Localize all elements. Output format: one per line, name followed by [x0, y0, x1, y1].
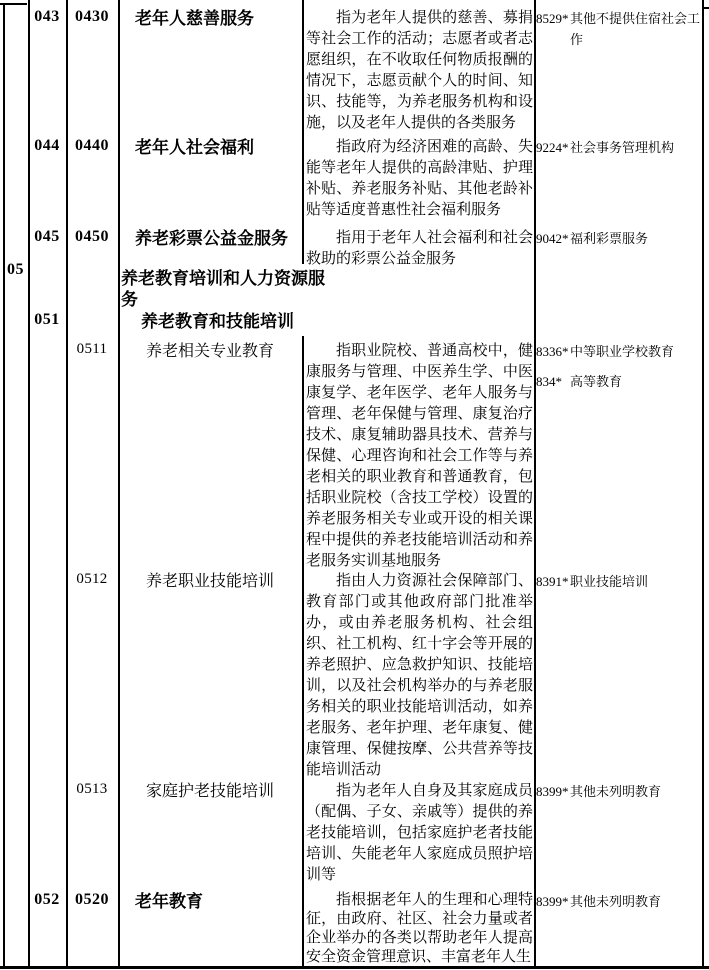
category-description: 指用于老年人社会福利和社会救助的彩票公益金服务 — [306, 230, 533, 267]
category-name: 养老相关专业教育 — [146, 343, 275, 360]
subsection-name: 养老教育和技能培训 — [141, 312, 294, 331]
industry-refs — [536, 341, 702, 392]
ref-entry — [536, 571, 702, 592]
ref-code: 9224* — [536, 140, 569, 155]
class-code: 0512 — [76, 571, 108, 587]
industry-refs — [536, 137, 702, 158]
ref-code: 8399* — [536, 894, 569, 909]
industry-refs — [536, 891, 702, 912]
category-name: 养老彩票公益金服务 — [135, 229, 288, 248]
grid-line — [302, 336, 304, 966]
ref-label: 其他不提供住宿社会工作 — [570, 11, 701, 47]
class-code: 0450 — [75, 228, 109, 245]
category-name: 家庭护老技能培训 — [146, 783, 275, 800]
ref-label: 福利彩票服务 — [570, 231, 649, 246]
grid-line — [702, 0, 704, 966]
category-description: 指由人力资源社会保障部门、教育部门或其他政府部门批准举办，或由养老服务机构、社会组织、社工机构、红十字会等开展的养老照护、应急救护知识、技能培训，以及社会机构举办的与养老服务相关的职业技能培训活动，如养老服务、老年护理、老年康复、健康管理、保健按摩、公共营养等技能培训活动 — [306, 573, 533, 778]
industry-refs — [536, 228, 702, 249]
group-code: 044 — [34, 137, 60, 154]
class-code: 0440 — [75, 137, 109, 154]
grid-line — [118, 0, 120, 966]
group-code: 052 — [34, 891, 60, 908]
ref-code: 8391* — [536, 574, 569, 589]
ref-entry — [536, 137, 702, 158]
ref-entry — [536, 8, 702, 50]
category-description: 指职业院校、普通高校中，健康服务与管理、中医养生学、中医康复学、老年医学、老年人服务与管理、老年保健与管理、康复治疗技术、康复辅助器具技术、营养与保健、心理咨询和社会工作等与养老相关的职业教育和普通教育，包括职业院校（含技工学校）设置的养老服务相关专业或开设的相关课程中提供的养老技能培训活动和养老服务实训基地服务 — [306, 343, 533, 569]
ref-code: 9042* — [536, 231, 569, 246]
category-description: 指为老年人自身及其家庭成员（配偶、子女、亲戚等）提供的养老技能培训，包括家庭护老者技能培训、失能老年人家庭成员照护培训等 — [306, 783, 533, 883]
industry-refs — [536, 8, 702, 50]
ref-label: 其他未列明教育 — [570, 784, 662, 799]
class-code: 0430 — [75, 8, 109, 25]
category-name: 老年人慈善服务 — [135, 9, 254, 28]
category-description: 指为老年人提供的慈善、募捐等社会工作的活动；志愿者或者志愿组织，在不收取任何物质报酬的情况下，志愿贡献个人的时间、知识、技能等，为养老服务机构和设施，以及老年人提供的各类服务 — [306, 10, 533, 131]
ref-label: 其他未列明教育 — [570, 894, 662, 909]
ref-label: 高等教育 — [570, 374, 623, 389]
ref-code: 834* — [536, 374, 562, 389]
category-description: 指根据老年人的生理和心理特征，由政府、社区、社会力量或者企业举办的各类以帮助老年人提高安全资金管理意识、丰富老年人生 — [306, 892, 533, 965]
group-code: 043 — [34, 8, 60, 25]
group-code: 045 — [34, 228, 60, 245]
class-code: 0511 — [76, 341, 108, 357]
ref-entry — [536, 891, 702, 912]
grid-line — [3, 3, 5, 966]
ref-code: 8336* — [536, 344, 569, 359]
grid-line — [0, 3, 27, 5]
ref-label: 中等职业学校教育 — [570, 344, 675, 359]
category-name: 老年教育 — [135, 892, 203, 911]
category-description: 指政府为经济困难的高龄、失能等老年人提供的高龄津贴、护理补贴、养老服务补贴、其他老龄补贴等适度普惠性社会福利服务 — [306, 139, 533, 218]
grid-line — [702, 7, 709, 9]
section-code: 05 — [7, 261, 24, 278]
grid-line — [302, 0, 304, 264]
ref-code: 8399* — [536, 784, 569, 799]
category-name: 老年人社会福利 — [135, 138, 254, 157]
ref-label: 职业技能培训 — [570, 574, 649, 589]
group-code: 051 — [34, 311, 60, 328]
category-name: 养老职业技能培训 — [146, 573, 275, 590]
ref-entry — [536, 371, 702, 392]
section-name: 养老教育培训和人力资源服务 — [121, 269, 325, 309]
industry-refs — [536, 571, 702, 592]
ref-entry — [536, 341, 702, 362]
class-code: 0513 — [76, 781, 108, 797]
ref-code: 8529* — [536, 11, 569, 26]
ref-entry — [536, 228, 702, 249]
class-code: 0520 — [75, 891, 109, 908]
ref-label: 社会事务管理机构 — [570, 140, 675, 155]
industry-refs — [536, 781, 702, 802]
ref-entry — [536, 781, 702, 802]
